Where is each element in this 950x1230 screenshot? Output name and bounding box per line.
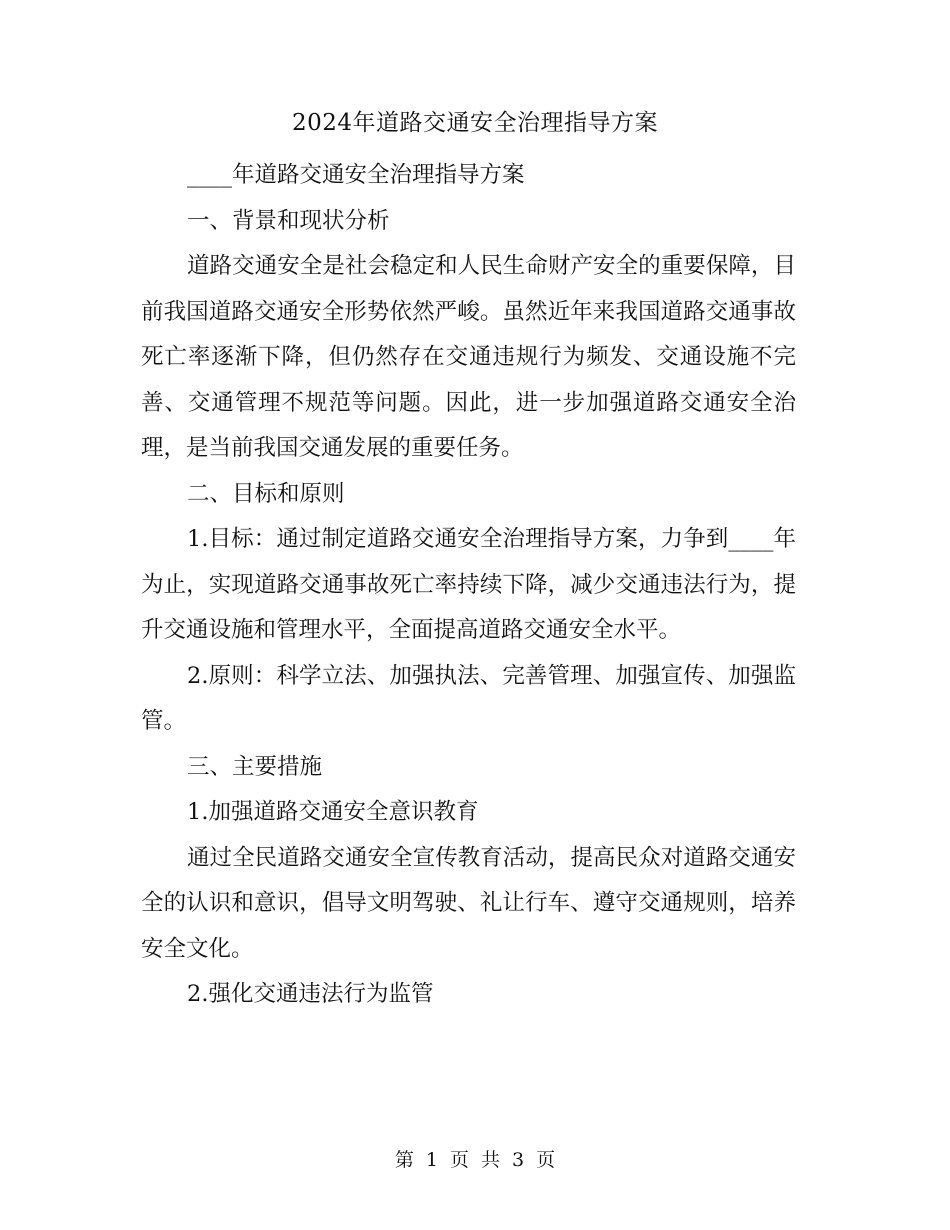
body-paragraph-goal: 1.目标：通过制定道路交通安全治理指导方案，力争到____年为止，实现道路交通事故死亡率持续下降，减少交通违法行为，提升交通设施和管理水平，全面提高道路交通安全水平。 [141, 526, 796, 643]
section-heading-measures: 三、主要措施 [187, 753, 323, 780]
subtitle-paragraph: ____年道路交通安全治理指导方案 [187, 162, 525, 188]
body-paragraph-education: 通过全民道路交通安全宣传教育活动，提高民众对道路交通安全的认识和意识，倡导文明驾驶、礼让行车、遵守交通规则，培养安全文化。 [141, 844, 796, 962]
document-body [141, 153, 796, 1018]
body-paragraph-principles: 2.原则：科学立法、加强执法、完善管理、加强宣传、加强监管。 [141, 662, 796, 734]
subheading-supervision: 2.强化交通违法行为监管 [187, 981, 434, 1007]
section-heading-background: 一、背景和现状分析 [187, 207, 390, 234]
subheading-education: 1.加强道路交通安全意识教育 [187, 799, 479, 825]
document-title: 2024年道路交通安全治理指导方案 [291, 110, 659, 136]
section-heading-goals: 二、目标和原则 [187, 480, 345, 507]
page-footer: 第 1 页 共 3 页 [394, 1149, 556, 1171]
body-paragraph-background: 道路交通安全是社会稳定和人民生命财产安全的重要保障，目前我国道路交通安全形势依然严峻。虽然近年来我国道路交通事故死亡率逐渐下降，但仍然存在交通违规行为频发、交通设施不完善、交通管理不规范等问题。因此，进一步加强道路交通安全治理，是当前我国交通发展的重要任务。 [141, 253, 796, 461]
